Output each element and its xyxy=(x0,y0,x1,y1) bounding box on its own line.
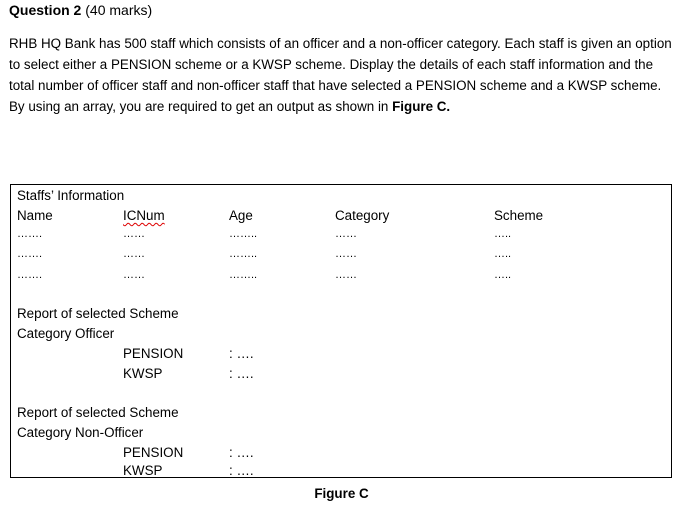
question-title xyxy=(9,2,152,18)
question-text: RHB HQ Bank has 500 staff which consists of an officer and a non-officer category. Each staff is given an option to select either a PENSION scheme or a KWSP scheme. Display the details of each staff information and the total number of officer staff and non-officer staff that have selected a PENSION scheme and a KWSP scheme. By using an array, you are required to get an output as shown in xyxy=(9,36,672,114)
question-paragraph xyxy=(9,33,675,117)
row-1-icnum: …… xyxy=(123,228,145,240)
column-age: Age xyxy=(229,208,253,223)
row-1-name: ……. xyxy=(17,228,43,240)
figure-header: Staffs’ Information xyxy=(17,188,125,203)
row-3-category: …… xyxy=(335,269,357,281)
question-number: Question 2 xyxy=(9,2,82,18)
non-officer-kwsp-value: : …. xyxy=(229,463,254,478)
row-3-name: ……. xyxy=(17,269,43,281)
column-name: Name xyxy=(17,208,53,223)
officer-report-category: Category Officer xyxy=(17,326,115,341)
figure-box xyxy=(10,184,672,478)
non-officer-kwsp-label: KWSP xyxy=(123,463,163,478)
figure-reference: Figure C. xyxy=(392,99,451,114)
officer-pension-label: PENSION xyxy=(123,346,184,361)
row-3-age: …….. xyxy=(229,269,258,281)
officer-report-title: Report of selected Scheme xyxy=(17,306,179,321)
non-officer-report-category: Category Non-Officer xyxy=(17,425,144,440)
column-icnum: ICNum xyxy=(123,208,165,223)
non-officer-pension-label: PENSION xyxy=(123,445,184,460)
officer-kwsp-label: KWSP xyxy=(123,366,163,381)
row-2-name: ……. xyxy=(17,248,43,260)
officer-kwsp-value: : …. xyxy=(229,366,254,381)
officer-pension-value: : …. xyxy=(229,346,254,361)
non-officer-report-title: Report of selected Scheme xyxy=(17,405,179,420)
question-marks: (40 marks) xyxy=(85,2,153,18)
figure-caption: Figure C xyxy=(314,486,369,501)
row-2-scheme: ….. xyxy=(494,248,512,260)
row-2-icnum: …… xyxy=(123,248,145,260)
row-1-age: …….. xyxy=(229,228,258,240)
row-2-category: …… xyxy=(335,248,357,260)
column-scheme: Scheme xyxy=(494,208,544,223)
row-3-scheme: ….. xyxy=(494,269,512,281)
row-3-icnum: …… xyxy=(123,269,145,281)
row-1-scheme: ….. xyxy=(494,228,512,240)
column-category: Category xyxy=(335,208,390,223)
row-1-category: …… xyxy=(335,228,357,240)
non-officer-pension-value: : …. xyxy=(229,445,254,460)
row-2-age: …….. xyxy=(229,248,258,260)
